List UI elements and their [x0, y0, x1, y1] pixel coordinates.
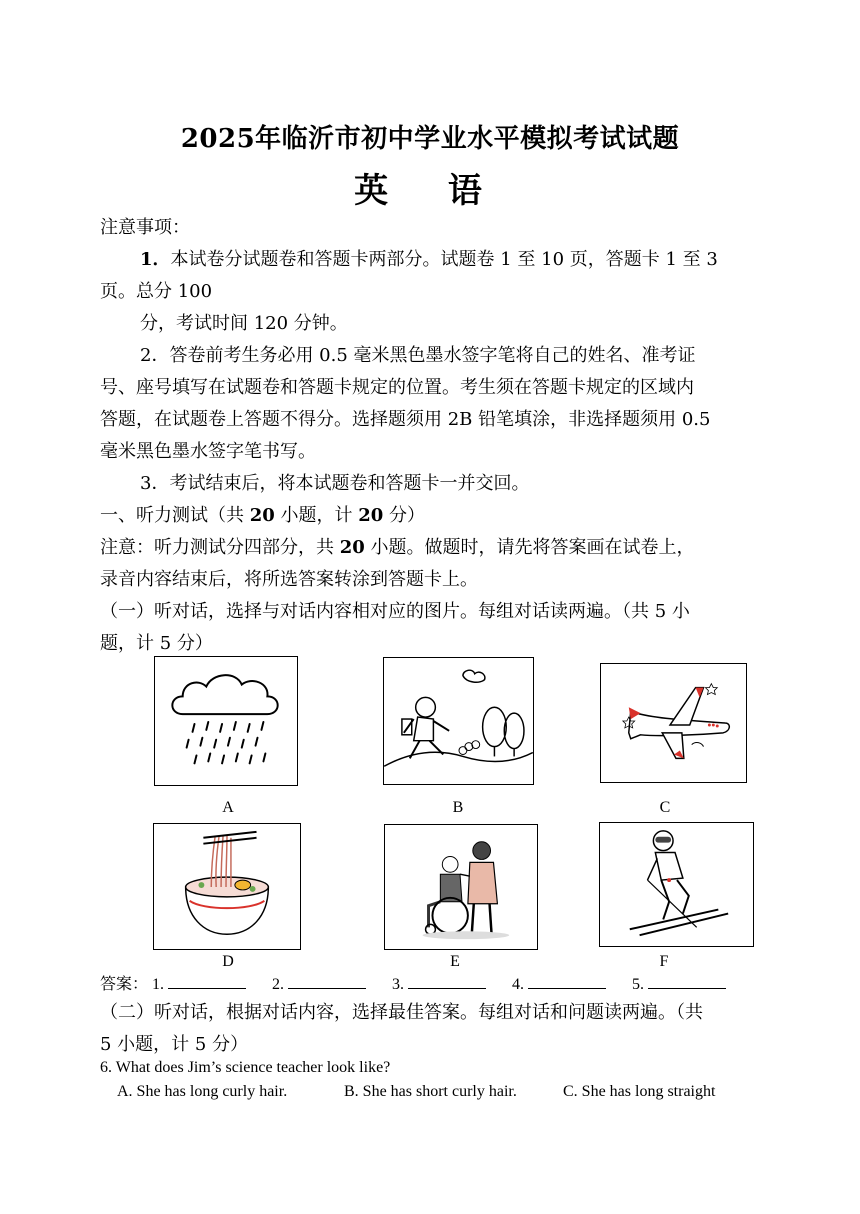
- section-1-heading-part: 一、听力测试（共: [100, 505, 250, 526]
- boy-walking-outdoors-icon: [384, 658, 533, 784]
- answer-number-5: 5.: [632, 976, 645, 993]
- picture-d-label: D: [222, 953, 234, 970]
- notice-item-2-line-2: 号、座号填写在试题卷和答题卡规定的位置。考生须在答题卡规定的区域内: [100, 377, 694, 398]
- answer-number-1: 1.: [152, 976, 165, 993]
- picture-e-label: E: [450, 953, 460, 970]
- answer-blank-4[interactable]: [528, 974, 606, 989]
- picture-e: [384, 824, 538, 950]
- answer-number-3: 3.: [392, 976, 405, 993]
- section-1-note-part: 小题。做题时，请先将答案画在试卷上，: [364, 537, 695, 558]
- notice-heading: 注意事项：: [100, 217, 190, 238]
- picture-d: [153, 823, 301, 950]
- section-1-question-count: 20: [249, 505, 275, 526]
- section-1-heading-part: 小题，计: [274, 505, 359, 526]
- section-1-note-part: 注意：听力测试分四部分，共: [100, 537, 340, 558]
- answer-blank-2[interactable]: [288, 974, 366, 989]
- notice-item-1-number: 1．: [140, 249, 171, 270]
- section-1-heading: [100, 500, 425, 532]
- answer-blank-5[interactable]: [648, 974, 726, 989]
- answer-number-4: 4.: [512, 976, 525, 993]
- notice-item-2-line-3: 答题，在试题卷上答题不得分。选择题须用 2B 铅笔填涂，非选择题须用 0.5: [100, 409, 711, 430]
- wheelchair-care-icon: [385, 825, 537, 949]
- notice-item-1-line-1: [140, 244, 718, 276]
- answer-row: [100, 971, 748, 994]
- section-1-heading-part: 分）: [383, 505, 426, 526]
- picture-f-label: F: [659, 953, 669, 970]
- answers-label: 答案：: [100, 976, 149, 993]
- part-1-instructions-line-1: （一）听对话，选择与对话内容相对应的图片。每组对话读两遍。（共 5 小: [100, 601, 690, 622]
- notice-item-3: 3．考试结束后，将本试题卷和答题卡一并交回。: [140, 473, 530, 494]
- picture-c: [600, 663, 747, 783]
- picture-a-label: A: [222, 799, 234, 816]
- question-6-option-a: A. She has long curly hair.: [117, 1083, 288, 1100]
- picture-b: [383, 657, 534, 785]
- picture-b-label: B: [452, 799, 464, 816]
- notice-item-2-line-4: 毫米黑色墨水签字笔书写。: [100, 441, 316, 462]
- airplane-icon: [601, 664, 746, 782]
- question-6-option-c: C. She has long straight: [563, 1083, 716, 1100]
- question-6-option-b: B. She has short curly hair.: [344, 1083, 517, 1100]
- picture-f: [599, 822, 754, 947]
- answer-blank-3[interactable]: [408, 974, 486, 989]
- picture-a: [154, 656, 298, 786]
- part-2-instructions-line-1: （二）听对话，根据对话内容，选择最佳答案。每组对话和问题读两遍。（共: [100, 1002, 703, 1023]
- notice-item-1-line-2: 页。总分 100: [100, 281, 213, 302]
- rain-cloud-icon: [155, 657, 297, 785]
- answer-blank-1[interactable]: [168, 974, 246, 989]
- page-title: 2025年临沂市初中学业水平模拟考试试题: [180, 124, 680, 154]
- question-6: 6. What does Jim’s science teacher look like?: [100, 1059, 391, 1076]
- part-2-instructions-line-2: 5 小题，计 5 分）: [100, 1034, 249, 1055]
- section-1-score: 20: [358, 505, 384, 526]
- notice-item-2-line-1: 2．答卷前考生务必用 0.5 毫米黑色墨水签字笔将自己的姓名、准考证: [140, 345, 696, 366]
- skier-icon: [600, 823, 753, 946]
- section-1-note-line-2: 录音内容结束后，将所选答案转涂到答题卡上。: [100, 569, 478, 590]
- answer-number-2: 2.: [272, 976, 285, 993]
- part-1-instructions-line-2: 题，计 5 分）: [100, 633, 213, 654]
- picture-c-label: C: [659, 799, 671, 816]
- section-1-note-count: 20: [339, 537, 365, 558]
- subject-title: 英 语: [354, 171, 506, 211]
- noodle-bowl-icon: [154, 824, 300, 949]
- notice-item-1-text: 本试卷分试题卷和答题卡两部分。试题卷 1 至 10 页，答题卡 1 至 3: [170, 249, 718, 270]
- section-1-note: [100, 532, 695, 564]
- notice-item-1-line-3: 分，考试时间 120 分钟。: [140, 313, 348, 334]
